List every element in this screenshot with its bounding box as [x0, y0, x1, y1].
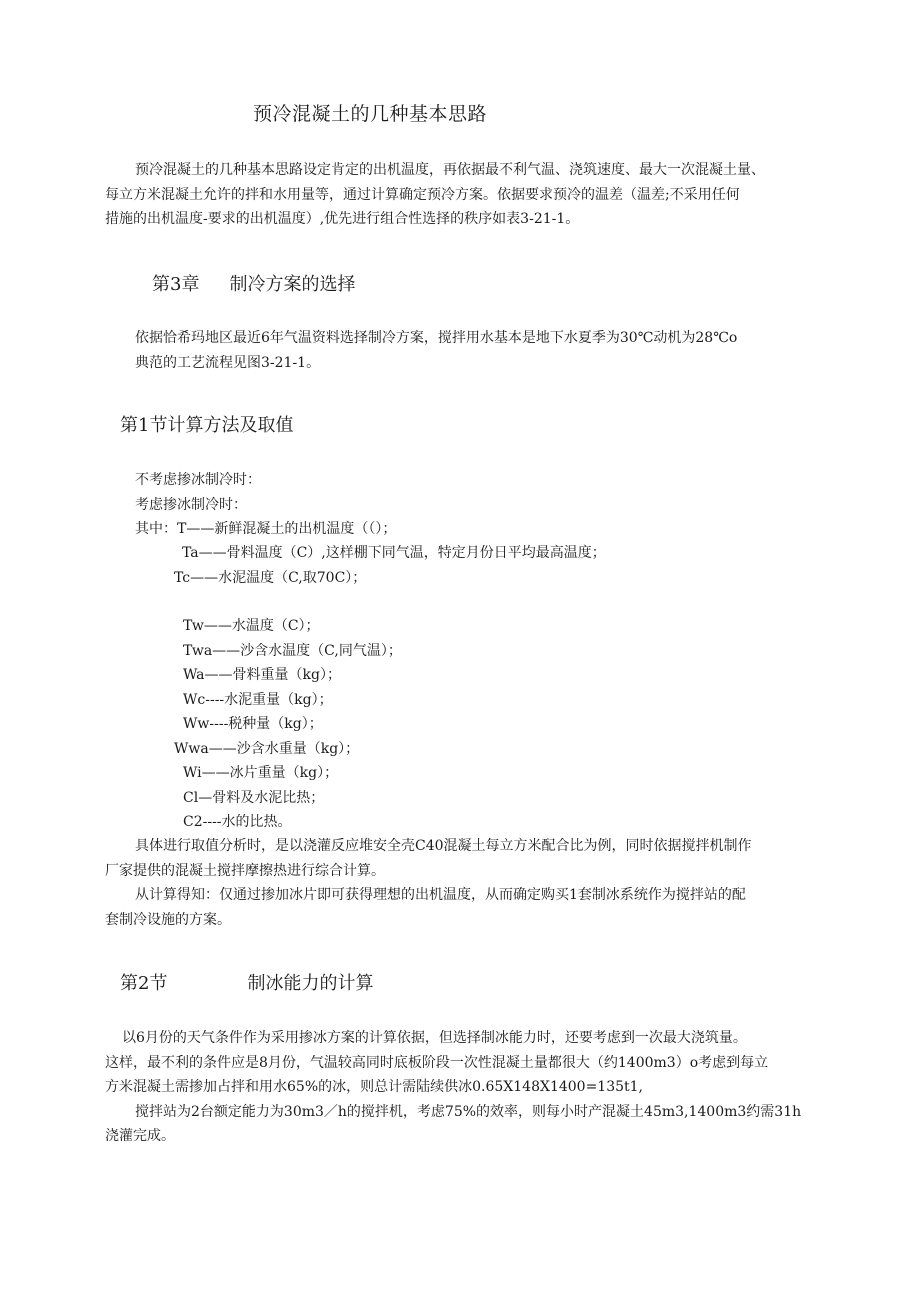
variable-definition: Cl—骨料及水泥比热；	[183, 789, 325, 806]
variables-list-b	[174, 614, 402, 835]
conclusion-line: 从计算得知：仅通过掺加冰片即可获得理想的出机温度，从而确定购买1套制冰系统作为搅拌站的配	[135, 887, 746, 903]
formula-line: 其中：T——新鲜混凝土的出机温度（（）；	[135, 521, 397, 537]
formula-intro	[135, 468, 396, 542]
variable-definition: Twa——沙含水温度（C,同气温）；	[183, 642, 402, 659]
variable-definition: Wi——冰片重量（kg）；	[183, 765, 339, 781]
variable-definition: Wa——骨料重量（kg）；	[183, 667, 341, 683]
section-2-line: 浇灌完成。	[105, 1128, 175, 1144]
variable-definition: Tc——水泥温度（C,取70C）；	[174, 569, 367, 586]
section-2-line: 搅拌站为2台额定能力为30m3／h的搅拌机，考虑75%的效率，则每小时产混凝土45m3,1400m3约需31h	[135, 1103, 802, 1120]
intro-line: 措施的出机温度-要求的出机温度）,优先进行组合性选择的秩序如表3-21-1。	[105, 211, 580, 227]
section-1-heading: 第1节计算方法及取值	[120, 415, 294, 436]
section-1-conclusion	[105, 834, 752, 932]
formula-line: 考虑掺冰制冷时：	[135, 496, 247, 513]
section-2-heading	[120, 969, 373, 995]
variable-definition: Wc----水泥重量（kg）；	[183, 691, 333, 708]
variable-definition: Tw——水温度（C）；	[183, 618, 320, 634]
intro-line: 预冷混凝土的几种基本思路设定肯定的出机温度，再依据最不利气温、浇筑速度、最大一次混凝土量、	[135, 162, 765, 178]
section-2-paragraph	[105, 1026, 801, 1149]
variable-definition: Ta——骨料温度（C）,这样棚下同气温，特定月份日平均最高温度；	[182, 545, 606, 561]
section-2-line: 这样，最不利的条件应是8月份，气温较高同时底板阶段一次性混凝土量都很大（约1400m3）o考虑到每立	[105, 1054, 769, 1071]
variables-list-a	[174, 541, 606, 590]
chapter-3-title: 制冷方案的选择	[229, 274, 356, 295]
document-title: 预冷混凝土的几种基本思路	[253, 103, 488, 125]
chapter-3-line: 依据恰希玛地区最近6年气温资料选择制冷方案，搅拌用水基本是地下水夏季为30℃动机为28℃o	[135, 330, 738, 346]
chapter-3-paragraph	[135, 326, 737, 375]
section-2-line: 方米混凝土需掺加占拌和用水65%的冰，则总计需陆续供冰0.65X148X1400=135t1,	[105, 1079, 644, 1095]
chapter-3-number: 第3章	[152, 274, 200, 295]
conclusion-line: 具体进行取值分析时，是以浇灌反应堆安全壳C40混凝土每立方米配合比为例，同时依据搅拌机制作	[135, 838, 752, 854]
variable-definition: C2----水的比热。	[183, 814, 292, 830]
conclusion-line: 厂家提供的混凝土搅拌摩擦热进行综合计算。	[105, 862, 385, 879]
section-2-number: 第2节	[120, 973, 168, 994]
chapter-3-line: 典范的工艺流程见图3-21-1。	[135, 354, 321, 371]
formula-line: 不考虑掺冰制冷时：	[135, 472, 261, 488]
section-2-title: 制冰能力的计算	[247, 973, 374, 994]
intro-line: 每立方米混凝土允许的拌和水用量等，通过计算确定预冷方案。依据要求预冷的温差（温差;不采用任何	[105, 186, 740, 203]
conclusion-line: 套制冷设施的方案。	[105, 911, 231, 928]
section-2-line: 以6月份的天气条件作为采用掺冰方案的计算依据，但选择制冰能力时，还要考虑到一次最大浇筑量。	[122, 1030, 747, 1046]
variable-definition: Ww----税种量（kg）；	[183, 716, 323, 732]
variable-definition: Wwa——沙含水重量（kg）；	[174, 740, 360, 757]
intro-paragraph	[105, 158, 765, 232]
chapter-3-heading	[152, 270, 355, 296]
